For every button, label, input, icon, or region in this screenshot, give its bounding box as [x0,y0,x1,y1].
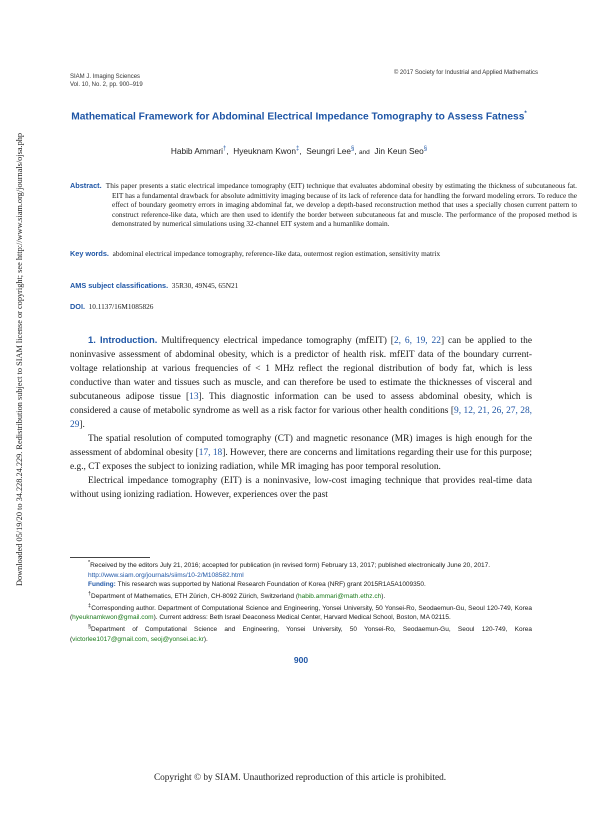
text: ). [381,593,386,601]
text: ). Current address: Beth Israel Deaconess Medical Center, Harvard Medical School, Boston, MA 02115. [153,614,451,622]
intro-paragraph-3: Electrical impedance tomography (EIT) is a noninvasive, low-cost imaging technique that provides real-time data without using ionizing radiation. However, experiences over the past [70,476,532,500]
copyright-header: © 2017 Society for Industrial and Applied Mathematics [393,70,538,76]
email-link[interactable]: hyeuknamkwon@gmail.com [72,614,154,622]
text: Corresponding author. Department of Computational Science and Engineering, Yonsei University, 50 Yonsei-Ro, Seodaemun-Gu, Seoul 120-749, Korea ( [70,604,532,622]
citation[interactable]: 2, 6, 19, 22 [393,336,441,346]
section-heading: 1. Introduction. [88,334,158,345]
ams-classifications [70,281,535,291]
text: ] can be applied to the noninvasive assessment of abdominal obesity, which is a predictor of health risk. mfEIT data of the boundary current-voltage relationship at various frequencies of < 1 MHz reflect the regional distribution of body fat, which is less conductive than water and tissues such as muscle, and can therefore be used to estimate the thicknesses of visceral and subcutaneous adipose tissue [ [70,336,532,402]
text: ]. However, there are concerns and limitations regarding their use for this purpose; e.g., CT exposes the subject to ionizing radiation, while MR imaging has poor temporal resolution. [70,448,532,472]
doi [70,302,535,312]
author-mark: † [222,146,227,153]
text: The spatial resolution of computed tomography (CT) and magnetic resonance (MR) images is high enough for the assessment of abdominal obesity [ [70,434,532,458]
footnote-affiliation-1 [70,590,532,602]
keywords-label: Key words. [70,249,109,258]
intro-paragraph-1 [70,333,532,432]
text: ]. [79,420,85,430]
footnote-mark: * [88,560,91,566]
text: Multifrequency electrical impedance tomography (mfEIT) [ [161,336,394,346]
citation[interactable]: 17, 18 [198,448,223,458]
intro-paragraph-2 [70,432,532,474]
article-url-link[interactable]: http://www.siam.org/journals/siims/10-2/M108582.html [88,571,244,579]
journal-name: SIAM J. Imaging Sciences [70,74,141,80]
author-mark: § [423,146,428,153]
footnote-funding [70,580,532,590]
email-link[interactable]: habib.ammari@math.ethz.ch [298,593,382,601]
abstract [70,181,577,229]
footnote-divider [70,557,150,558]
email-link[interactable]: seoj@yonsei.ac.kr [150,635,204,643]
footnotes [70,559,532,644]
text: This research was supported by National Research Foundation of Korea (NRF) grant 2015R1A5A1009350. [117,581,426,589]
footnote-mark: ‡ [88,602,92,609]
author-name: Jin Keun Seo [374,146,424,156]
authors-and: and [358,149,370,156]
author-name: Hyeuknam Kwon [233,146,296,156]
doi-label: DOI. [70,302,85,311]
footnote-mark: † [88,590,92,597]
footnote-affiliation-2 [70,602,532,623]
download-notice: Downloaded 05/19/20 to 34.228.24.229. Redistribution subject to SIAM license or copyright; see http://www.siam.org/journals/ojsa.php [15,132,24,586]
footnote-affiliation-3 [70,623,532,644]
introduction [70,333,532,502]
text: ]. This diagnostic information can be used to assess abdominal obesity, which is considered a cause of metabolic syndrome as well as a risk factor for various other health conditions [ [70,392,533,416]
doi-text: 10.1137/16M1085826 [88,302,154,311]
abstract-label: Abstract. [70,181,102,190]
footnote-mark: § [88,624,92,631]
author-name: Seungri Lee [306,146,351,156]
ams-label: AMS subject classifications. [70,281,169,290]
text: Received by the editors July 21, 2016; accepted for publication (in revised form) February 13, 2017; published electronically June 20, 2017. [90,562,491,570]
keywords [70,249,577,259]
text: Department of Computational Science and Engineering, Yonsei University, 50 Yonsei-Ro, Seodaemun-Gu, Seoul 120-749, Korea ( [70,626,532,643]
author-name: Habib Ammari [170,146,223,156]
journal-info [70,74,143,89]
title-footnote-mark: * [524,111,527,117]
author-mark: § [350,146,355,153]
citation[interactable]: 13 [189,392,199,402]
text: , [147,635,151,643]
copyright-notice: Copyright © by SIAM. Unauthorized reproduction of this article is prohibited. [153,773,447,783]
author-list: Habib Ammari†, Hyeuknam Kwon‡, Seungri Lee§, and Jin Keun Seo§ [170,146,428,156]
footnote-url [70,571,532,581]
keywords-text: abdominal electrical impedance tomography, reference-like data, outermost region estimation, sensitivity matrix [112,249,441,258]
citation[interactable]: 9, 12, 21, 26, 27, 28, 29 [70,406,532,430]
journal-volume: Vol. 10, No. 2, pp. 900–919 [70,81,143,88]
download-sidebar [0,40,22,600]
footnote-received [70,559,532,571]
email-link[interactable]: victorlee1017@gmail.com [72,635,148,643]
text: Department of Mathematics, ETH Zürich, CH-8092 Zürich, Switzerland ( [91,593,298,601]
text: ). [203,635,208,643]
paper-title [70,108,528,123]
page-number: 900 [293,655,309,665]
title-text: Mathematical Framework for Abdominal Electrical Impedance Tomography to Assess Fatness [71,111,525,123]
funding-label: Funding: [88,581,116,589]
author-mark: ‡ [295,146,300,153]
ams-text: 35R30, 49N45, 65N21 [171,281,239,290]
abstract-text: This paper presents a static electrical impedance tomography (EIT) technique that evaluates abdominal obesity by estimating the thickness of subcutaneous fat. EIT has a fundamental drawback for absolute admittivity imaging because of its lack of reference data for handling the forward modeling errors. To reduce the effect of boundary geometry errors in imaging abdominal fat, we develop a depth-based reconstruction method that uses a specially chosen current pattern to construct reference-like data, which are then used to identify the border between subcutaneous fat and muscle. The performance of the proposed method is demonstrated by numerical simulations using 32-channel EIT system and a humanlike domain. [105,181,577,229]
